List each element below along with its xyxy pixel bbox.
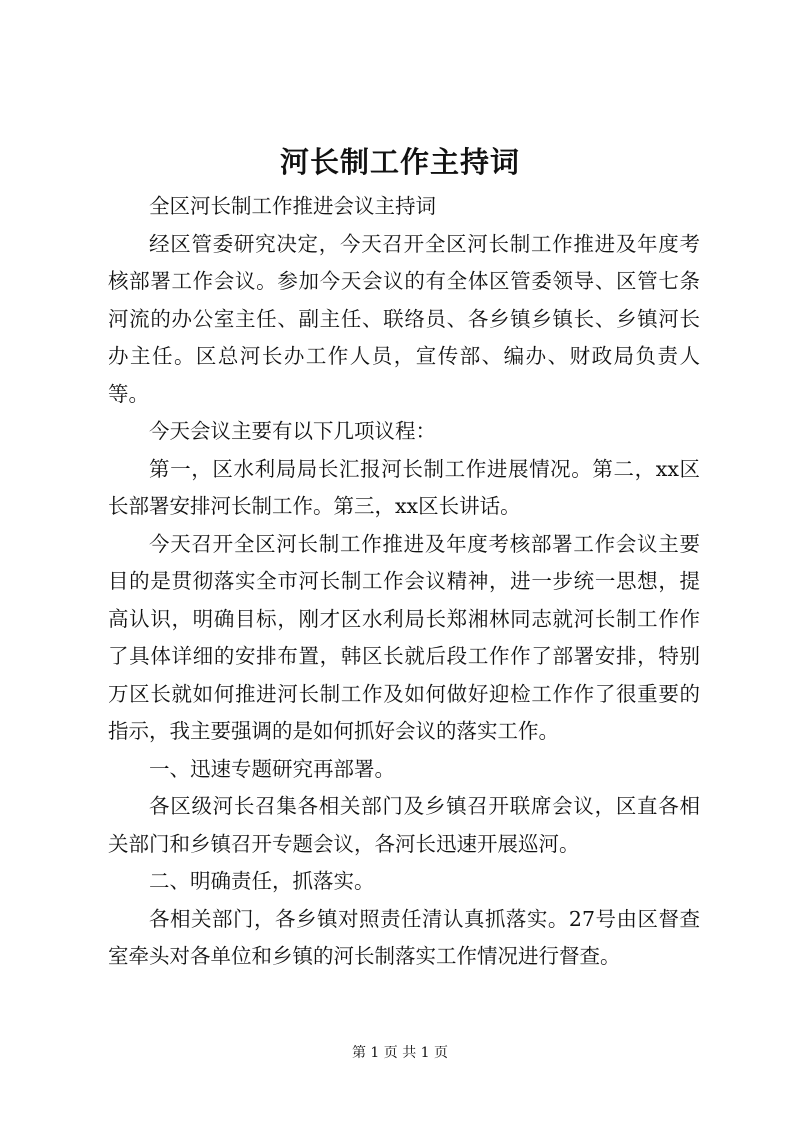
section-heading-one: 一、迅速专题研究再部署。 — [149, 756, 395, 781]
document-body — [108, 188, 700, 976]
paragraph-agenda-heading: 今天会议主要有以下几项议程： — [149, 419, 436, 443]
section-heading-two: 二、明确责任，抓落实。 — [149, 869, 375, 893]
document-title: 河长制工作主持词 — [279, 145, 520, 179]
paragraph-agenda-items: 第一，区水利局局长汇报河长制工作进展情况。第二，xx区长部署安排河长制工作。第三，xx区长讲话。 — [108, 456, 700, 518]
paragraph-section-two: 各相关部门，各乡镇对照责任清认真抓落实。27号由区督查室牵头对各单位和乡镇的河长制落实工作情况进行督查。 — [108, 906, 700, 968]
paragraph-meeting-purpose: 今天召开全区河长制工作推进及年度考核部署工作会议主要目的是贯彻落实全市河长制工作会议精神，进一步统一思想，提高认识，明确目标，刚才区水利局长郑湘林同志就河长制工作作了具体详细的安排布置，韩区长就后段工作作了部署安排，特别万区长就如何推进河长制工作及如何做好迎检工作作了很重要的指示，我主要强调的是如何抓好会议的落实工作。 — [108, 531, 700, 743]
paragraph-introduction: 经区管委研究决定，今天召开全区河长制工作推进及年度考核部署工作会议。参加今天会议的有全体区管委领导、区管七条河流的办公室主任、副主任、联络员、各乡镇乡镇长、乡镇河长办主任。区总河长办工作人员，宣传部、编办、财政局负责人等。 — [108, 231, 700, 406]
paragraph-subtitle: 全区河长制工作推进会议主持词 — [149, 194, 436, 218]
paragraph-section-one: 各区级河长召集各相关部门及乡镇召开联席会议，区直各相关部门和乡镇召开专题会议，各河长迅速开展巡河。 — [108, 794, 700, 856]
page-footer: 第 1 页 共 1 页 — [351, 1045, 449, 1061]
